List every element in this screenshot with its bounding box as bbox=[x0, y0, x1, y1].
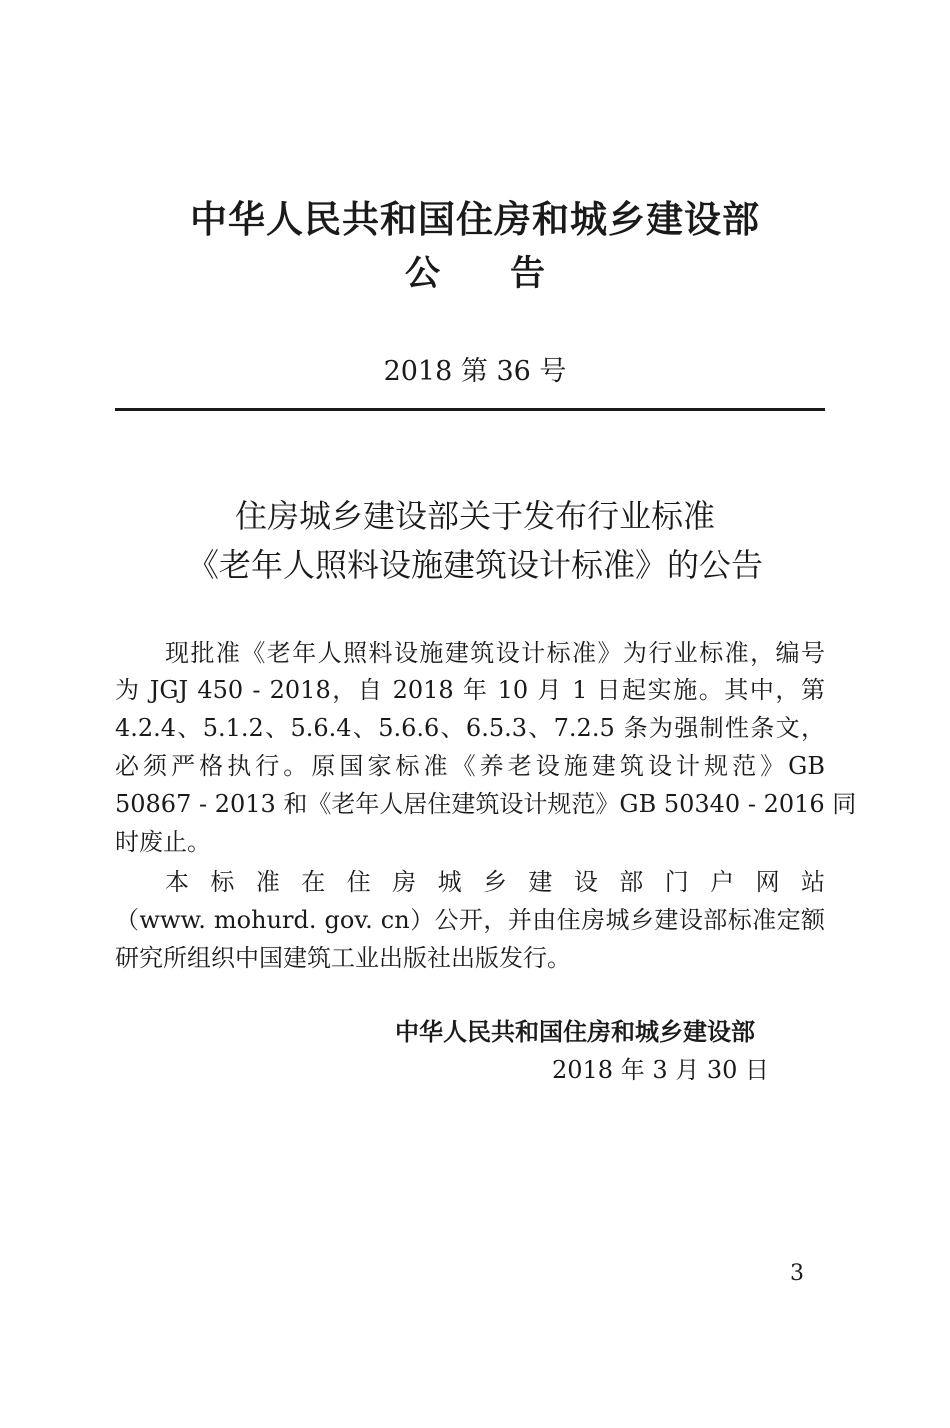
signature-date: 2018 年 3 月 30 日 bbox=[552, 1056, 770, 1084]
paragraph-1-line-4: 必须严格执行。原国家标准《养老设施建筑设计规范》GB bbox=[115, 752, 825, 780]
paragraph-1-line-5: 50867 - 2013 和《老年人居住建筑设计规范》GB 50340 - 2016 同 bbox=[115, 790, 857, 818]
paragraph-2-line-1: 本标准在住房城乡建设部门户网站 bbox=[165, 868, 825, 896]
notice-title-line-1: 住房城乡建设部关于发布行业标准 bbox=[234, 497, 715, 535]
signature-organization: 中华人民共和国住房和城乡建设部 bbox=[395, 1018, 755, 1046]
paragraph-1-line-1: 现批准《老年人照料设施建筑设计标准》为行业标准，编号 bbox=[165, 639, 825, 667]
notice-heading: 公告 bbox=[404, 254, 615, 294]
notice-title-line-2: 《老年人照料设施建筑设计标准》的公告 bbox=[186, 546, 763, 584]
paragraph-2-line-3: 研究所组织中国建筑工业出版社出版发行。 bbox=[115, 944, 571, 972]
paragraph-1-line-3: 4.2.4、5.1.2、5.6.4、5.6.6、6.5.3、7.2.5 条为强制性条文， bbox=[115, 714, 825, 742]
paragraph-1-line-6: 时废止。 bbox=[115, 828, 211, 856]
paragraph-1-line-2: 为 JGJ 450 - 2018，自 2018 年 10 月 1 日起实施。其中，第 bbox=[115, 676, 825, 704]
page-number: 3 bbox=[790, 1261, 804, 1286]
issue-number: 2018 第 36 号 bbox=[383, 356, 567, 387]
ministry-title: 中华人民共和国住房和城乡建设部 bbox=[190, 198, 760, 241]
paragraph-2-line-2: （www. mohurd. gov. cn）公开，并由住房城乡建设部标准定额 bbox=[115, 906, 825, 934]
header-divider bbox=[115, 408, 825, 411]
